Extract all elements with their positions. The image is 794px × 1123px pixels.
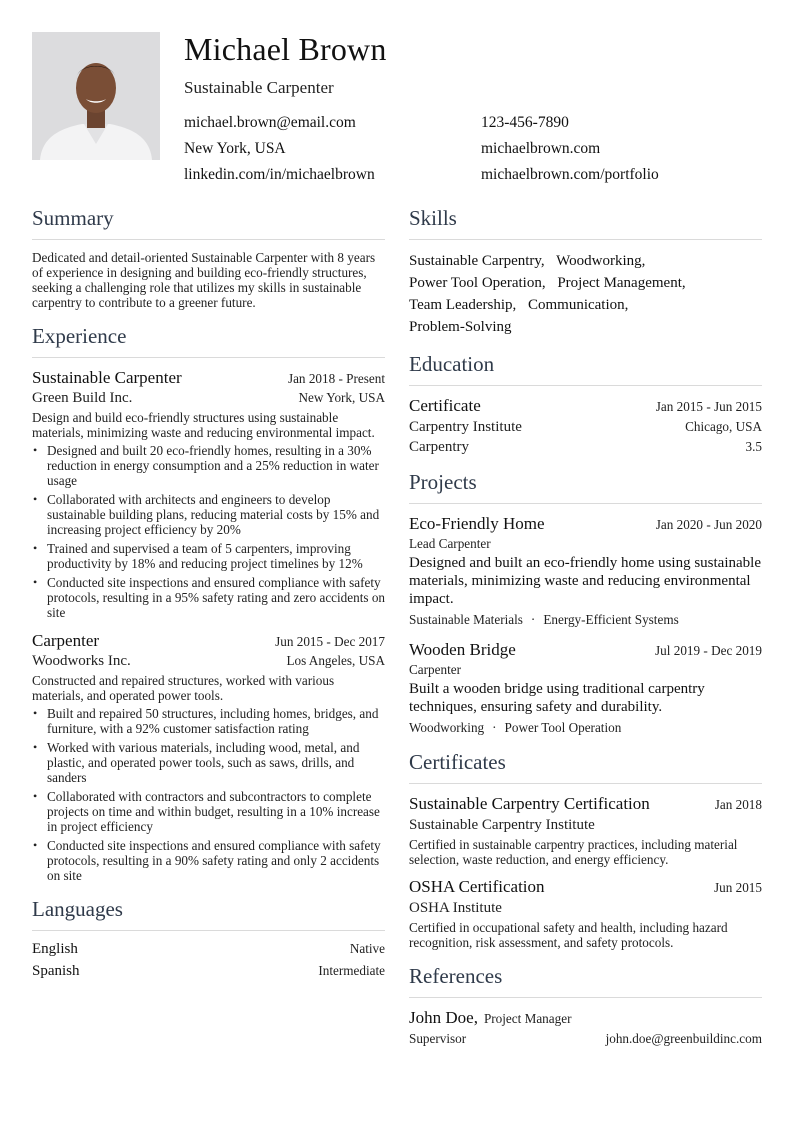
portrait-illustration (32, 32, 160, 160)
skill-item: Project Management, (557, 275, 686, 291)
project-role: Lead Carpenter (409, 536, 491, 551)
summary-heading: Summary (32, 206, 385, 240)
certificate-entry (409, 794, 762, 867)
reference-email[interactable]: john.doe@greenbuildinc.com (605, 1031, 762, 1046)
project-tag: Sustainable Materials (409, 612, 523, 627)
job-bullet: • Built and repaired 50 structures, including homes, bridges, and furniture, with a 92% customer satisfaction rating (32, 706, 385, 736)
summary-section (32, 206, 385, 310)
profile-photo (32, 32, 160, 160)
tag-separator: · (492, 720, 497, 735)
job-entry (32, 368, 385, 620)
references-heading: References (409, 964, 762, 998)
education-location: Chicago, USA (685, 419, 762, 434)
job-location: New York, USA (298, 390, 385, 405)
project-role: Carpenter (409, 662, 461, 677)
experience-heading: Experience (32, 324, 385, 358)
education-school: Carpentry Institute (409, 419, 522, 435)
phone-number[interactable]: 123-456-7890 (481, 114, 569, 131)
project-name: Eco-Friendly Home (409, 514, 545, 533)
certificate-date: Jun 2015 (714, 880, 762, 895)
education-section (409, 352, 762, 456)
languages-section (32, 897, 385, 980)
reference-name: John Doe, (409, 1008, 478, 1027)
language-item (32, 941, 385, 958)
tag-separator: · (530, 612, 536, 627)
education-field: Carpentry (409, 439, 469, 455)
certificate-description: Certified in occupational safety and health, including hazard recognition, risk assessment, and safety protocols. (409, 920, 728, 950)
job-location: Los Angeles, USA (286, 653, 385, 668)
project-entry (409, 640, 762, 736)
skill-item: Team Leadership, (409, 297, 517, 313)
certificates-heading: Certificates (409, 750, 762, 784)
project-tags (409, 720, 762, 736)
job-bullet: • Worked with various materials, including wood, metal, and plastic, and operated power tools, such as saws, drills, and sanders (32, 740, 385, 785)
language-level: Native (349, 941, 385, 956)
project-tags (409, 612, 762, 628)
reference-relation: Supervisor (409, 1031, 467, 1046)
education-heading: Education (409, 352, 762, 386)
certificate-name: OSHA Certification (409, 877, 545, 896)
education-degree: Certificate (409, 396, 481, 415)
portfolio-link[interactable]: michaelbrown.com/portfolio (481, 166, 659, 183)
job-date: Jan 2018 - Present (287, 371, 385, 386)
job-bullet: • Conducted site inspections and ensured compliance with safety protocols, resulting in a 90% safety rating and only 2 accidents on site (32, 838, 385, 883)
project-tag: Energy-Efficient Systems (543, 612, 679, 627)
language-level: Intermediate (318, 963, 385, 978)
project-description: Built a wooden bridge using traditional carpentry techniques, ensuring safety and durability. (409, 681, 705, 715)
candidate-name: Michael Brown (184, 31, 387, 67)
certificate-date: Jan 2018 (714, 797, 762, 812)
project-date: Jul 2019 - Dec 2019 (655, 643, 762, 658)
email-link[interactable]: michael.brown@email.com (184, 114, 356, 131)
website-link[interactable]: michaelbrown.com (481, 140, 601, 157)
job-date: Jun 2015 - Dec 2017 (275, 634, 385, 649)
linkedin-link[interactable]: linkedin.com/in/michaelbrown (184, 166, 375, 183)
skill-item: Communication, (527, 297, 629, 313)
right-column (409, 206, 762, 1061)
job-title: Carpenter (32, 631, 100, 650)
reference-entry (409, 1008, 762, 1028)
certificates-section (409, 750, 762, 950)
job-bullet: • Conducted site inspections and ensured compliance with safety protocols, resulting in a 95% safety rating and zero accidents on site (32, 575, 385, 620)
reference-position: Project Manager (483, 1011, 572, 1026)
references-section (409, 964, 762, 1047)
projects-section (409, 470, 762, 736)
experience-section (32, 324, 385, 883)
job-description: Design and build eco-friendly structures using sustainable materials, minimizing waste and reducing environmental impact. (32, 410, 375, 440)
project-tag: Woodworking (409, 720, 485, 735)
skills-list (409, 250, 762, 338)
job-bullet: • Collaborated with contractors and subcontractors to complete projects on time and within budget, resulting in a 10% increase in project efficiency (32, 789, 385, 834)
project-date: Jan 2020 - Jun 2020 (655, 517, 762, 532)
project-description: Designed and built an eco-friendly home using sustainable materials, minimizing waste and reducing environmental impact. (409, 555, 761, 607)
language-name: English (32, 941, 78, 957)
job-title: Sustainable Carpenter (32, 368, 182, 387)
skills-heading: Skills (409, 206, 762, 240)
certificate-issuer: OSHA Institute (409, 900, 502, 916)
languages-heading: Languages (32, 897, 385, 931)
education-gpa: 3.5 (745, 439, 762, 454)
skill-item: Woodworking, (556, 253, 646, 269)
project-entry (409, 514, 762, 628)
skill-item: Problem-Solving (409, 319, 512, 335)
candidate-title: Sustainable Carpenter (184, 78, 334, 97)
job-bullet: • Trained and supervised a team of 5 carpenters, improving productivity by 18% and reducing project timelines by 12% (32, 541, 385, 571)
job-bullets (32, 443, 385, 620)
certificate-name: Sustainable Carpentry Certification (409, 794, 650, 813)
language-item (32, 963, 385, 980)
certificate-issuer: Sustainable Carpentry Institute (409, 817, 595, 833)
project-tag: Power Tool Operation (504, 720, 622, 735)
education-date: Jan 2015 - Jun 2015 (655, 399, 762, 414)
certificate-entry (409, 877, 762, 950)
job-entry (32, 631, 385, 883)
job-bullet: • Designed and built 20 eco-friendly homes, resulting in a 30% reduction in energy consumption and a 25% reduction in water usage (32, 443, 385, 488)
job-company: Green Build Inc. (32, 390, 133, 406)
job-bullet: • Collaborated with architects and engineers to develop sustainable building plans, reducing material costs by 15% and increasing project efficiency by 20% (32, 492, 385, 537)
language-name: Spanish (32, 963, 80, 979)
location-text: New York, USA (184, 140, 286, 157)
summary-text: Dedicated and detail-oriented Sustainable Carpenter with 8 years of experience in designing and building eco-friendly structures, seeking a challenging role that utilizes my skills in sustainable carpentry to contribute to a greener future. (32, 250, 376, 310)
certificate-description: Certified in sustainable carpentry practices, including material selection, waste reduction, and energy efficiency. (409, 837, 738, 867)
skill-item: Power Tool Operation, (409, 275, 546, 291)
skills-section (409, 206, 762, 338)
job-description: Constructed and repaired structures, worked with various materials, and operated power tools. (32, 673, 335, 703)
left-column (32, 206, 385, 994)
skill-item: Sustainable Carpentry, (409, 253, 545, 269)
job-bullets (32, 706, 385, 883)
job-company: Woodworks Inc. (32, 653, 131, 669)
project-name: Wooden Bridge (409, 640, 516, 659)
projects-heading: Projects (409, 470, 762, 504)
